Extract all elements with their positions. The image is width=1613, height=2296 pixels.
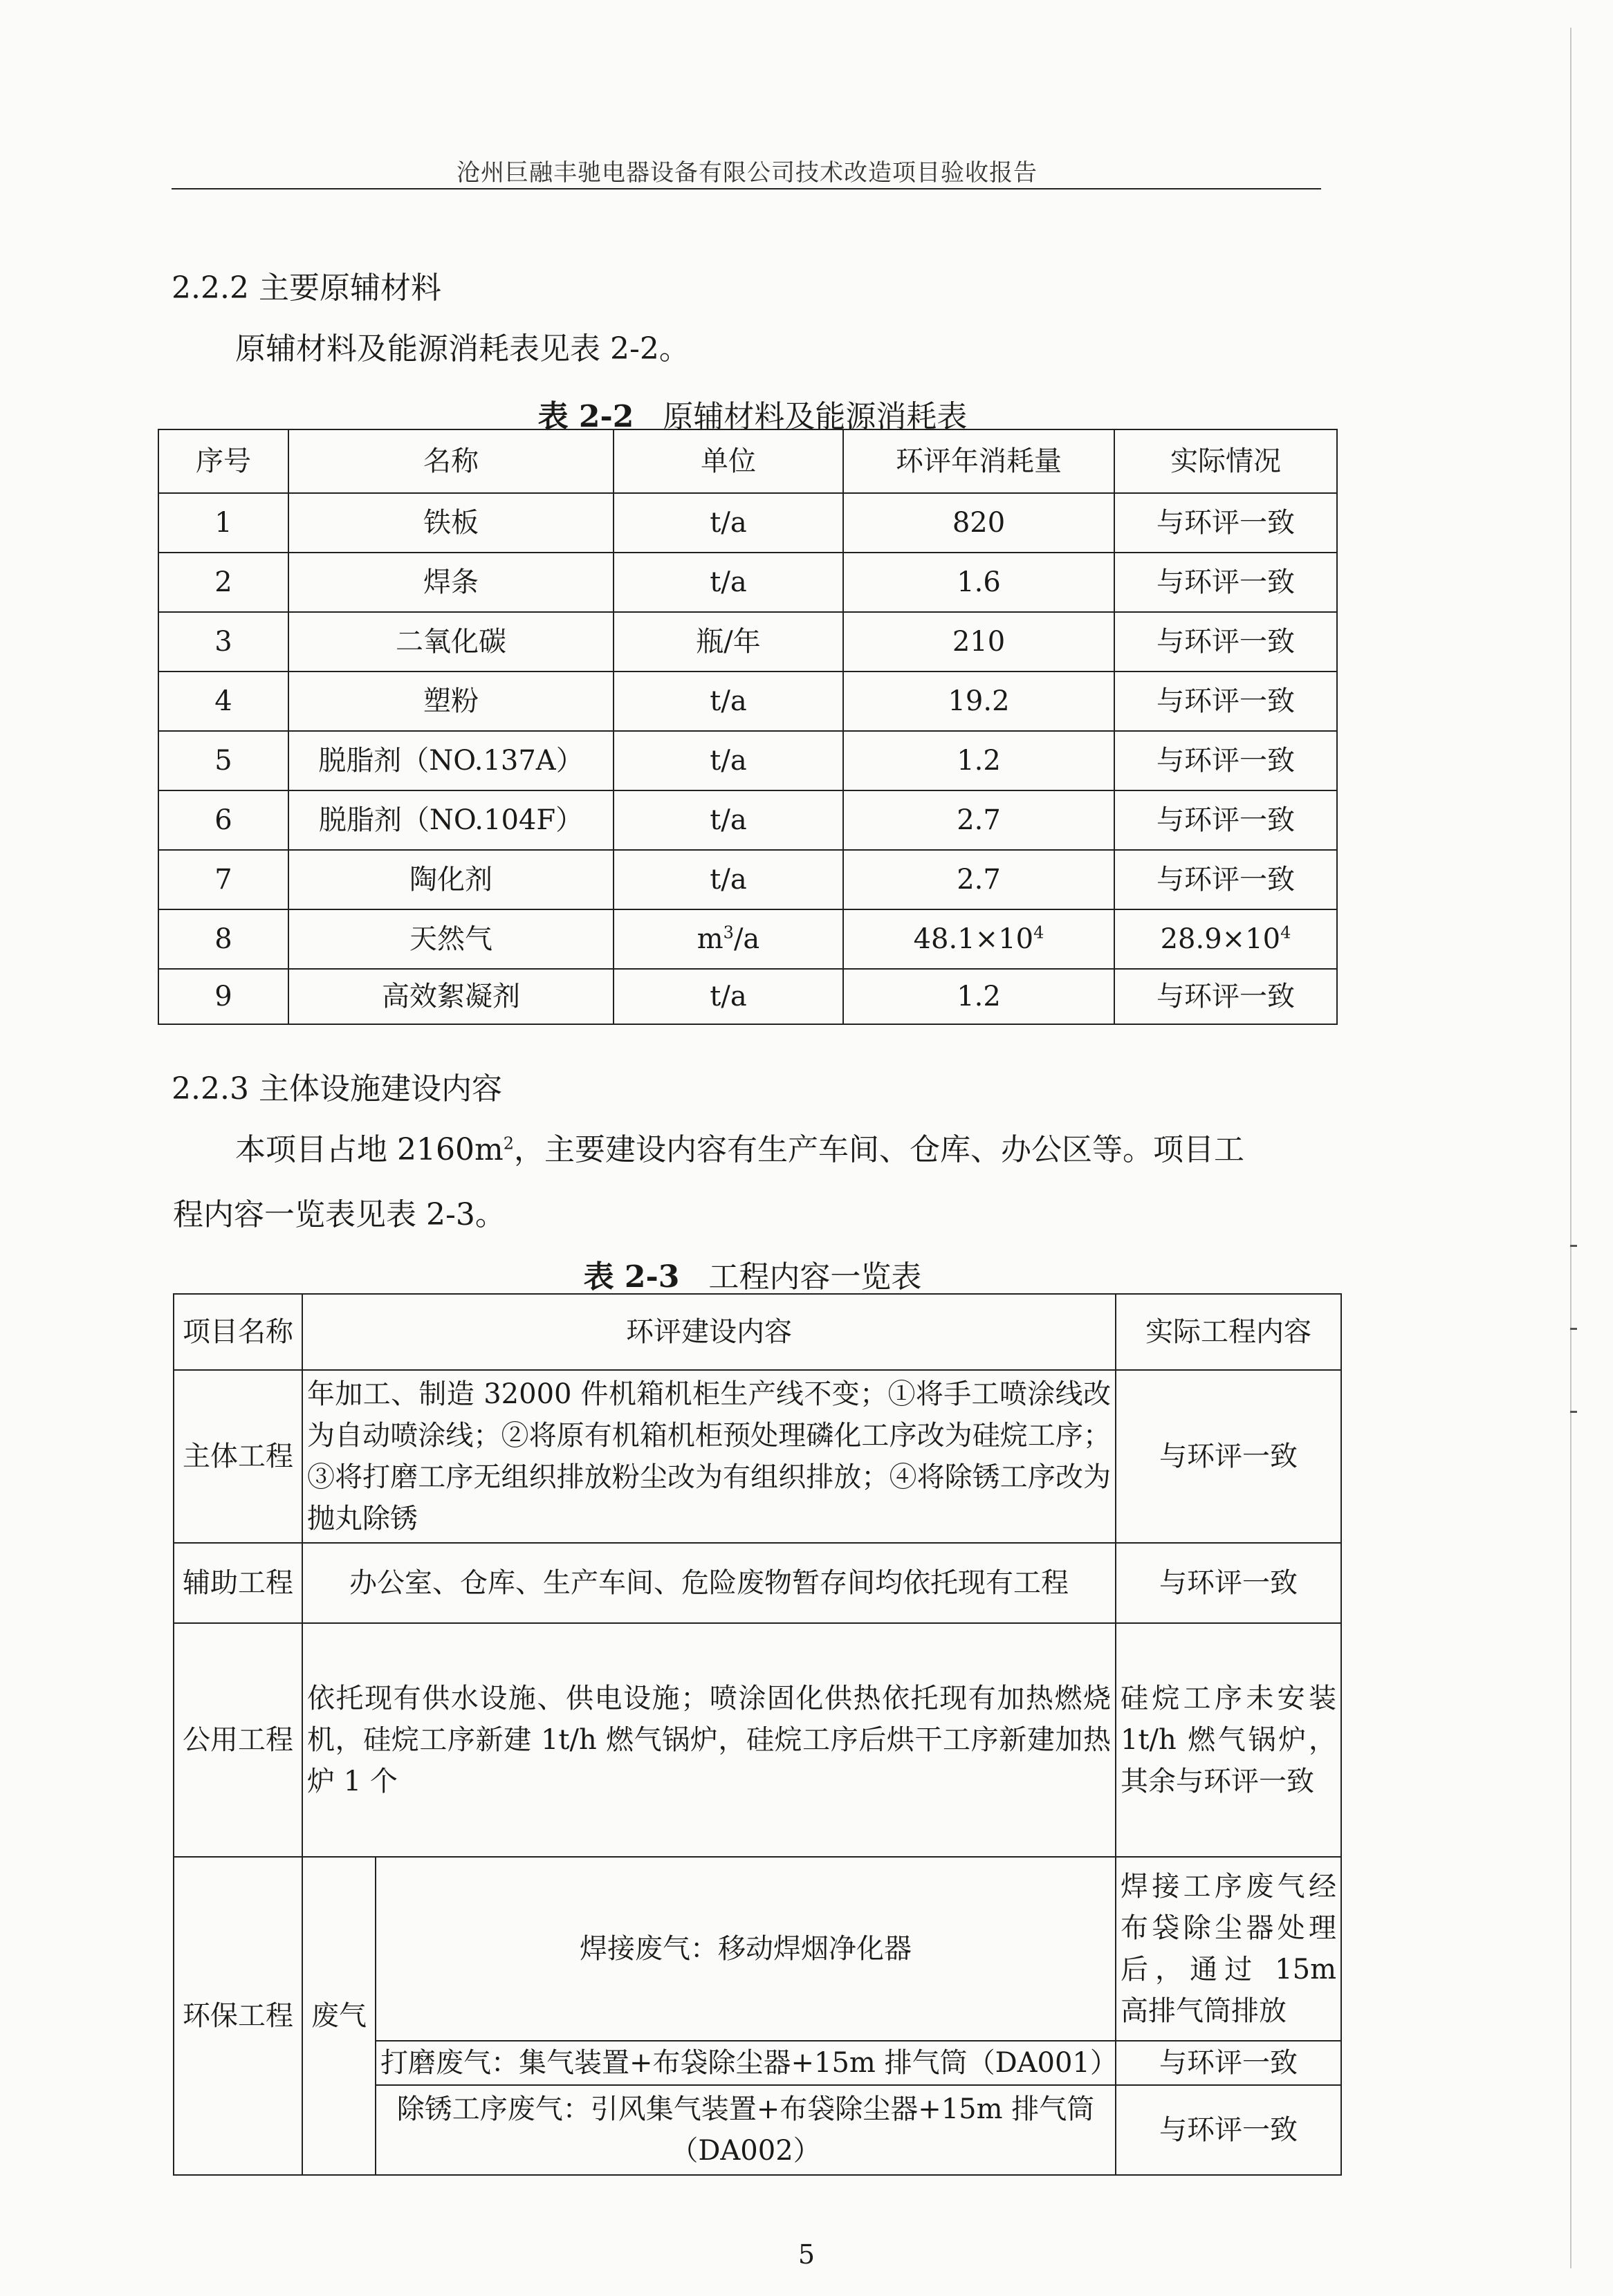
column-header: 实际情况 <box>1114 429 1337 493</box>
annual-amount: 210 <box>843 612 1114 672</box>
material-name: 铁板 <box>288 493 614 553</box>
unit <box>614 909 843 969</box>
amount-base: 48.1×10 <box>913 923 1034 955</box>
table-row <box>158 553 1337 612</box>
caption-title: 工程内容一览表 <box>708 1259 922 1295</box>
unit: t/a <box>614 790 843 850</box>
material-name: 脱脂剂（NO.104F） <box>288 790 614 850</box>
sub-category: 废气 <box>302 1857 376 2175</box>
row-number: 9 <box>158 969 288 1024</box>
table-header-row <box>158 429 1337 493</box>
unit: t/a <box>614 731 843 790</box>
eia-content: 办公室、仓库、生产车间、危险废物暂存间均依托现有工程 <box>302 1543 1116 1623</box>
material-name: 天然气 <box>288 909 614 969</box>
section-heading-2-2-2: 2.2.2 主要原辅材料 <box>172 270 441 306</box>
material-name: 陶化剂 <box>288 850 614 909</box>
eia-content: 打磨废气：集气装置+布袋除尘器+15m 排气筒（DA001） <box>376 2041 1116 2085</box>
column-header: 项目名称 <box>174 1294 302 1370</box>
row-number: 7 <box>158 850 288 909</box>
annual-amount <box>843 909 1114 969</box>
table-row <box>158 850 1337 909</box>
eia-content: 除锈工序废气：引风集气装置+布袋除尘器+15m 排气筒（DA002） <box>376 2085 1116 2175</box>
scan-artifact <box>1570 1245 1577 1247</box>
annual-amount: 2.7 <box>843 850 1114 909</box>
engineering-content-table <box>173 1293 1342 2176</box>
column-header: 名称 <box>288 429 614 493</box>
annual-amount: 19.2 <box>843 672 1114 731</box>
annual-amount: 1.2 <box>843 969 1114 1024</box>
annual-amount: 1.6 <box>843 553 1114 612</box>
project-name: 辅助工程 <box>174 1543 302 1623</box>
table-row <box>174 1543 1341 1623</box>
section-2-2-3-intro <box>235 1124 1244 1169</box>
table-row <box>158 969 1337 1024</box>
unit: 瓶/年 <box>614 612 843 672</box>
annual-amount: 2.7 <box>843 790 1114 850</box>
section-2-2-2-intro: 原辅材料及能源消耗表见表 2-2。 <box>235 331 690 367</box>
column-header: 环评建设内容 <box>302 1294 1116 1370</box>
column-header: 环评年消耗量 <box>843 429 1114 493</box>
material-name: 塑粉 <box>288 672 614 731</box>
annual-amount: 820 <box>843 493 1114 553</box>
actual-status: 与环评一致 <box>1114 493 1337 553</box>
table-row <box>158 612 1337 672</box>
header-rule <box>172 188 1321 189</box>
actual-content: 与环评一致 <box>1116 2085 1341 2175</box>
table-2-3-caption <box>172 1252 1334 1296</box>
material-name: 脱脂剂（NO.137A） <box>288 731 614 790</box>
actual-status <box>1114 909 1337 969</box>
eia-content: 焊接废气：移动焊烟净化器 <box>376 1857 1116 2041</box>
actual-status: 与环评一致 <box>1114 553 1337 612</box>
actual-status: 与环评一致 <box>1114 969 1337 1024</box>
unit-base: m <box>697 923 723 955</box>
row-number: 3 <box>158 612 288 672</box>
unit: t/a <box>614 850 843 909</box>
actual-status: 与环评一致 <box>1114 612 1337 672</box>
actual-base: 28.9×10 <box>1160 923 1281 955</box>
unit: t/a <box>614 672 843 731</box>
project-name: 公用工程 <box>174 1623 302 1857</box>
row-number: 4 <box>158 672 288 731</box>
scan-artifact <box>1570 1411 1577 1413</box>
actual-status: 与环评一致 <box>1114 790 1337 850</box>
annual-amount: 1.2 <box>843 731 1114 790</box>
unit: t/a <box>614 969 843 1024</box>
actual-content: 焊接工序废气经布袋除尘器处理后，通过 15m 高排气筒排放 <box>1116 1857 1341 2041</box>
intro-part-1: 本项目占地 2160m <box>235 1132 504 1167</box>
page-number: 5 <box>798 2239 815 2270</box>
table-row <box>158 493 1337 553</box>
actual-content: 与环评一致 <box>1116 1543 1341 1623</box>
table-row <box>158 790 1337 850</box>
table-header-row <box>174 1294 1341 1370</box>
table-row <box>158 731 1337 790</box>
unit: t/a <box>614 553 843 612</box>
column-header: 序号 <box>158 429 288 493</box>
unit-tail: /a <box>733 923 760 955</box>
column-header: 单位 <box>614 429 843 493</box>
actual-content: 与环评一致 <box>1116 1370 1341 1543</box>
running-header: 沧州巨融丰驰电器设备有限公司技术改造项目验收报告 <box>457 159 1038 187</box>
table-row <box>158 672 1337 731</box>
row-number: 8 <box>158 909 288 969</box>
table-row <box>174 1370 1341 1543</box>
actual-content: 与环评一致 <box>1116 2041 1341 2085</box>
table-row <box>174 1623 1341 1857</box>
materials-table <box>158 429 1338 1025</box>
eia-content: 年加工、制造 32000 件机箱机柜生产线不变；①将手工喷涂线改为自动喷涂线；②将原有机箱机柜预处理磷化工序改为硅烷工序；③将打磨工序无组织排放粉尘改为有组织排放；④将除锈工序改为抛丸除锈 <box>302 1370 1116 1543</box>
row-number: 5 <box>158 731 288 790</box>
scan-artifact <box>1570 1328 1577 1330</box>
actual-content: 硅烷工序未安装 1t/h 燃气锅炉，其余与环评一致 <box>1116 1623 1341 1857</box>
section-2-2-3-intro-cont: 程内容一览表见表 2-3。 <box>173 1197 506 1232</box>
amount-exponent: 4 <box>1033 923 1044 943</box>
unit-exponent: 3 <box>723 923 734 943</box>
caption-title: 原辅材料及能源消耗表 <box>663 399 968 434</box>
scan-edge-line <box>1570 28 1571 2268</box>
caption-number: 表 2-2 <box>537 399 634 434</box>
actual-status: 与环评一致 <box>1114 672 1337 731</box>
material-name: 高效絮凝剂 <box>288 969 614 1024</box>
material-name: 二氧化碳 <box>288 612 614 672</box>
unit: t/a <box>614 493 843 553</box>
row-number: 2 <box>158 553 288 612</box>
row-number: 1 <box>158 493 288 553</box>
project-name: 环保工程 <box>174 1857 302 2175</box>
caption-number: 表 2-3 <box>583 1259 680 1295</box>
column-header: 实际工程内容 <box>1116 1294 1341 1370</box>
table-row <box>174 1857 1341 2041</box>
material-name: 焊条 <box>288 553 614 612</box>
row-number: 6 <box>158 790 288 850</box>
table-row <box>158 909 1337 969</box>
section-heading-2-2-3: 2.2.3 主体设施建设内容 <box>172 1071 502 1107</box>
actual-status: 与环评一致 <box>1114 850 1337 909</box>
area-exponent: 2 <box>503 1133 514 1154</box>
project-name: 主体工程 <box>174 1370 302 1543</box>
intro-part-2: ，主要建设内容有生产车间、仓库、办公区等。项目工 <box>513 1132 1244 1167</box>
actual-status: 与环评一致 <box>1114 731 1337 790</box>
actual-exponent: 4 <box>1280 923 1291 943</box>
eia-content: 依托现有供水设施、供电设施；喷涂固化供热依托现有加热燃烧机，硅烷工序新建 1t/h 燃气锅炉，硅烷工序后烘干工序新建加热炉 1 个 <box>302 1623 1116 1857</box>
